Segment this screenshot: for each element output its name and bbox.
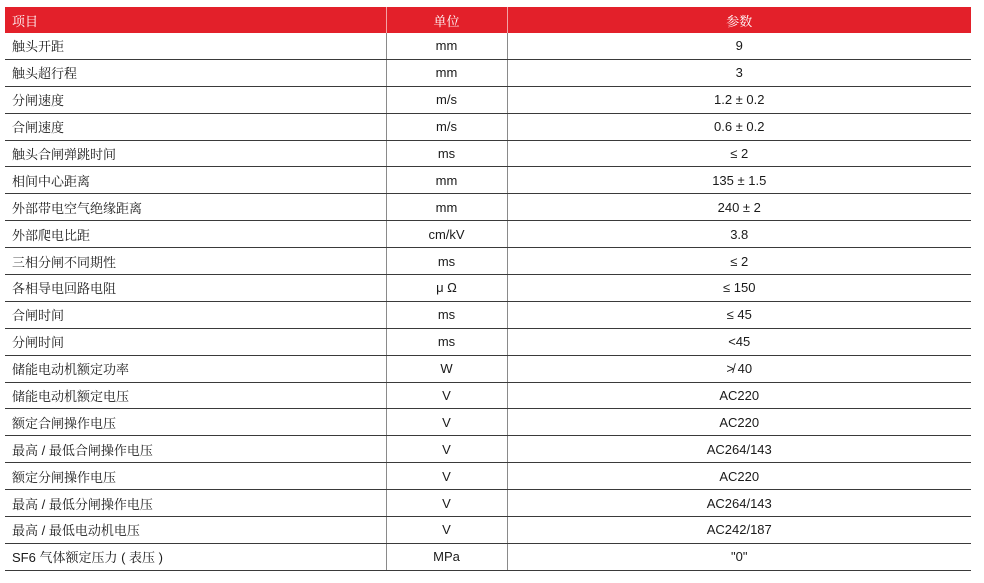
table-row <box>5 33 971 59</box>
row-unit: m/s <box>386 86 507 113</box>
row-unit: V <box>386 436 507 463</box>
row-value: 0.6 ± 0.2 <box>507 113 971 140</box>
row-unit: ms <box>386 248 507 275</box>
row-value: AC242/187 <box>507 517 971 544</box>
table-row <box>5 86 971 113</box>
table-row <box>5 436 971 463</box>
row-value: ≤ 2 <box>507 248 971 275</box>
row-unit: ms <box>386 140 507 167</box>
row-unit: V <box>386 463 507 490</box>
table-row <box>5 167 971 194</box>
row-unit: V <box>386 409 507 436</box>
row-unit: cm/kV <box>386 221 507 248</box>
row-value: AC264/143 <box>507 436 971 463</box>
row-item: SF6 气体额定压力 ( 表压 ) <box>5 543 386 570</box>
table-body <box>5 33 971 570</box>
row-item: 三相分闸不同期性 <box>5 248 386 275</box>
table-row <box>5 194 971 221</box>
header-item: 项目 <box>5 7 386 33</box>
row-value: <45 <box>507 328 971 355</box>
row-item: 相间中心距离 <box>5 167 386 194</box>
row-item: 额定合闸操作电压 <box>5 409 386 436</box>
row-item: 储能电动机额定电压 <box>5 382 386 409</box>
row-item: 外部爬电比距 <box>5 221 386 248</box>
row-item: 额定分闸操作电压 <box>5 463 386 490</box>
row-value: AC220 <box>507 409 971 436</box>
row-item: 触头合闸弹跳时间 <box>5 140 386 167</box>
row-value: 3 <box>507 59 971 86</box>
row-unit: V <box>386 517 507 544</box>
row-unit: V <box>386 382 507 409</box>
row-unit: W <box>386 355 507 382</box>
row-unit: mm <box>386 59 507 86</box>
row-item: 触头超行程 <box>5 59 386 86</box>
row-unit: ms <box>386 301 507 328</box>
header-unit: 单位 <box>386 7 507 33</box>
table-header-row <box>5 7 971 33</box>
row-item: 触头开距 <box>5 33 386 59</box>
row-value: 3.8 <box>507 221 971 248</box>
row-item: 合闸时间 <box>5 301 386 328</box>
row-unit: m/s <box>386 113 507 140</box>
row-item: 合闸速度 <box>5 113 386 140</box>
row-value: "0" <box>507 543 971 570</box>
table-row <box>5 463 971 490</box>
row-value: 9 <box>507 33 971 59</box>
table-row <box>5 517 971 544</box>
table-row <box>5 543 971 570</box>
table-row <box>5 140 971 167</box>
row-value: 135 ± 1.5 <box>507 167 971 194</box>
row-item: 分闸速度 <box>5 86 386 113</box>
table-row <box>5 301 971 328</box>
row-unit: MPa <box>386 543 507 570</box>
row-value: 1.2 ± 0.2 <box>507 86 971 113</box>
table-row <box>5 355 971 382</box>
table-row <box>5 490 971 517</box>
row-item: 外部带电空气绝缘距离 <box>5 194 386 221</box>
row-value: AC220 <box>507 463 971 490</box>
table-row <box>5 221 971 248</box>
row-unit: mm <box>386 167 507 194</box>
row-value: AC220 <box>507 382 971 409</box>
row-value: ≤ 150 <box>507 275 971 302</box>
row-unit: μ Ω <box>386 275 507 302</box>
row-value: ≤ 45 <box>507 301 971 328</box>
header-param: 参数 <box>507 7 971 33</box>
row-unit: V <box>386 490 507 517</box>
row-value: AC264/143 <box>507 490 971 517</box>
table-row <box>5 275 971 302</box>
table-row <box>5 409 971 436</box>
row-value: ≤ 2 <box>507 140 971 167</box>
row-unit: ms <box>386 328 507 355</box>
table-row <box>5 59 971 86</box>
row-unit: mm <box>386 33 507 59</box>
table-row <box>5 328 971 355</box>
row-item: 最高 / 最低合闸操作电压 <box>5 436 386 463</box>
row-value: ≯ 40 <box>507 355 971 382</box>
row-item: 各相导电回路电阻 <box>5 275 386 302</box>
row-item: 储能电动机额定功率 <box>5 355 386 382</box>
table-row <box>5 248 971 275</box>
table-row <box>5 113 971 140</box>
row-item: 最高 / 最低分闸操作电压 <box>5 490 386 517</box>
row-value: 240 ± 2 <box>507 194 971 221</box>
row-unit: mm <box>386 194 507 221</box>
spec-table <box>5 7 971 571</box>
row-item: 最高 / 最低电动机电压 <box>5 517 386 544</box>
row-item: 分闸时间 <box>5 328 386 355</box>
table-row <box>5 382 971 409</box>
